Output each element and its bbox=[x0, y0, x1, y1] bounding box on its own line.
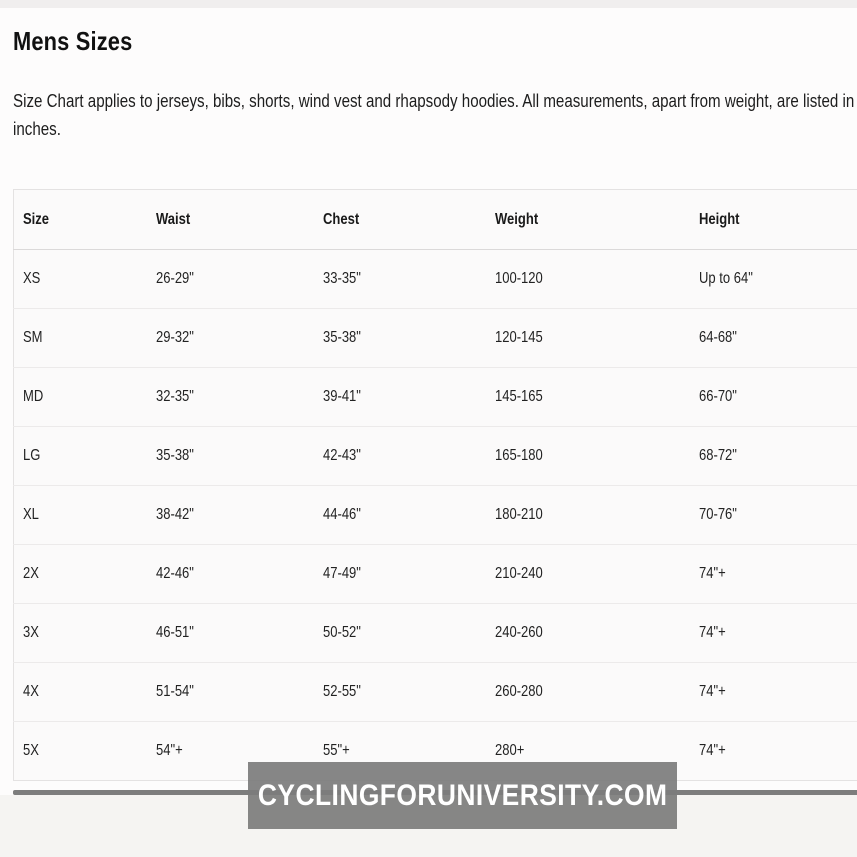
table-cell: 68-72" bbox=[690, 427, 857, 486]
table-cell: Up to 64" bbox=[690, 250, 857, 309]
header-row bbox=[14, 190, 857, 250]
table-cell: 2X bbox=[14, 545, 147, 604]
table-cell: 54"+ bbox=[155, 742, 183, 759]
table-cell: 35-38" bbox=[314, 309, 486, 368]
column-header: Waist bbox=[147, 190, 314, 250]
page-title bbox=[13, 26, 155, 57]
table-cell: 280+ bbox=[494, 742, 524, 759]
table-cell: 145-165 bbox=[486, 368, 690, 427]
table-cell: 4X bbox=[14, 663, 147, 722]
table-cell: 5X bbox=[23, 742, 39, 759]
table-cell: 46-51" bbox=[147, 604, 314, 663]
table-cell: 50-52" bbox=[314, 604, 486, 663]
table-row bbox=[14, 604, 857, 663]
top-page-strip bbox=[0, 0, 857, 8]
table-cell: 32-35" bbox=[147, 368, 314, 427]
table-cell: 38-42" bbox=[147, 486, 314, 545]
table-cell: LG bbox=[14, 427, 147, 486]
table-cell: 26-29" bbox=[147, 250, 314, 309]
description-line-1: Size Chart applies to jerseys, bibs, shorts, wind vest and rhapsody hoodies. All measurements, apart from weight, are listed in bbox=[13, 91, 855, 111]
page-title-text: Mens Sizes bbox=[13, 26, 133, 56]
table-row bbox=[14, 250, 857, 309]
table-row bbox=[14, 427, 857, 486]
table-cell: 165-180 bbox=[486, 427, 690, 486]
size-chart-body bbox=[14, 250, 857, 781]
table-row bbox=[14, 309, 857, 368]
table-cell: 100-120 bbox=[486, 250, 690, 309]
table-cell: 55"+ bbox=[322, 742, 350, 759]
table-row bbox=[14, 486, 857, 545]
size-chart-header bbox=[14, 190, 857, 250]
table-cell: 120-145 bbox=[486, 309, 690, 368]
table-cell: 74"+ bbox=[690, 604, 857, 663]
table-cell: 35-38" bbox=[147, 427, 314, 486]
watermark-text: CYCLINGFORUNIVERSITY.COM bbox=[257, 778, 668, 812]
table-cell: 42-43" bbox=[314, 427, 486, 486]
size-chart-table bbox=[13, 189, 857, 781]
table-cell: 51-54" bbox=[147, 663, 314, 722]
table-cell: 3X bbox=[14, 604, 147, 663]
column-header: Size bbox=[14, 190, 147, 250]
watermark bbox=[248, 762, 677, 829]
table-cell: 74"+ bbox=[690, 545, 857, 604]
table-cell: 74"+ bbox=[690, 663, 857, 722]
column-header: Chest bbox=[314, 190, 486, 250]
table-cell: 39-41" bbox=[314, 368, 486, 427]
table-cell: 210-240 bbox=[486, 545, 690, 604]
table-cell: XL bbox=[14, 486, 147, 545]
size-chart-description bbox=[13, 87, 857, 143]
table-cell: 240-260 bbox=[486, 604, 690, 663]
size-chart-container bbox=[13, 189, 857, 781]
column-header: Height bbox=[690, 190, 857, 250]
table-cell: 180-210 bbox=[486, 486, 690, 545]
table-cell: SM bbox=[14, 309, 147, 368]
table-cell: XS bbox=[14, 250, 147, 309]
table-cell: 70-76" bbox=[690, 486, 857, 545]
table-row bbox=[14, 663, 857, 722]
table-row bbox=[14, 545, 857, 604]
description-line-2: inches. bbox=[13, 119, 61, 139]
column-header: Weight bbox=[486, 190, 690, 250]
table-cell: 42-46" bbox=[147, 545, 314, 604]
table-cell: MD bbox=[14, 368, 147, 427]
table-cell: 44-46" bbox=[314, 486, 486, 545]
table-cell: 47-49" bbox=[314, 545, 486, 604]
table-cell: 52-55" bbox=[314, 663, 486, 722]
table-cell: 74"+ bbox=[698, 742, 726, 759]
table-cell: 33-35" bbox=[314, 250, 486, 309]
table-cell: 260-280 bbox=[486, 663, 690, 722]
table-cell: 66-70" bbox=[690, 368, 857, 427]
table-cell: 29-32" bbox=[147, 309, 314, 368]
table-row bbox=[14, 368, 857, 427]
table-cell: 64-68" bbox=[690, 309, 857, 368]
